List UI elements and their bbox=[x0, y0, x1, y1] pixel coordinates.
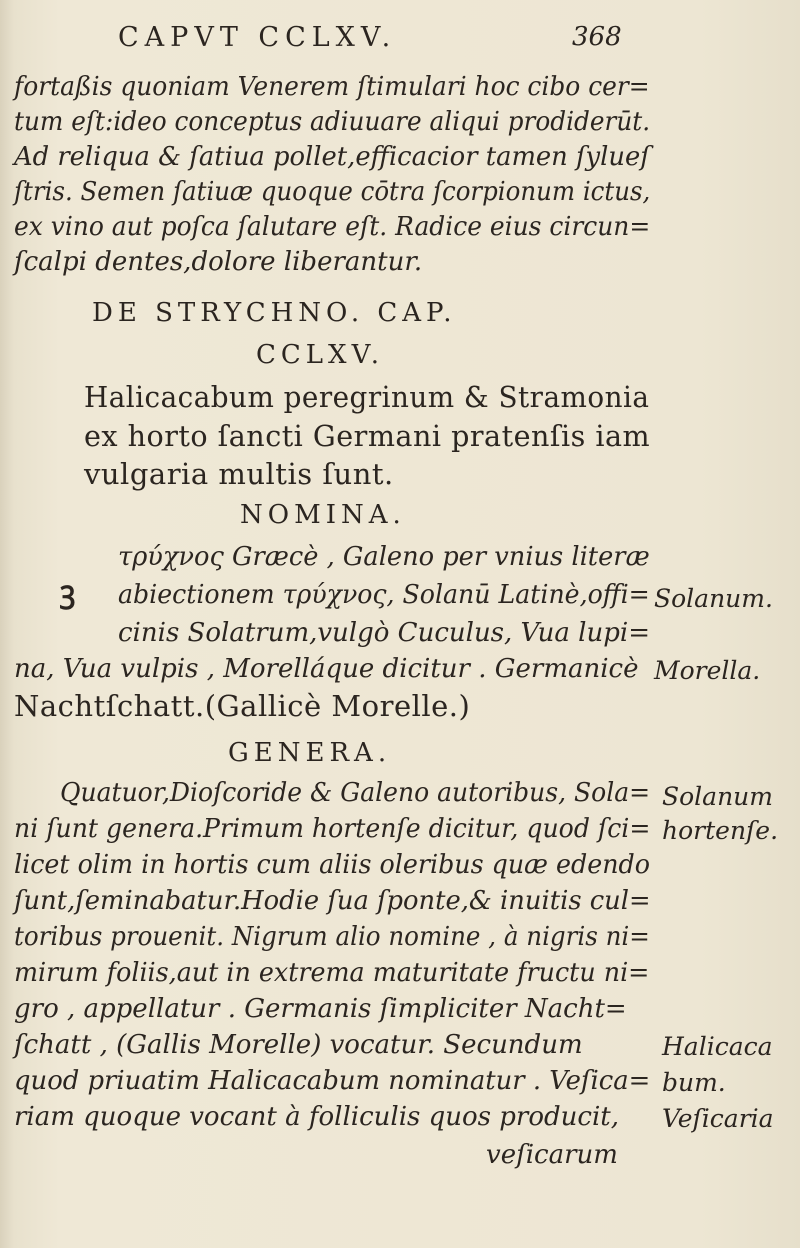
margin-note: Morella. bbox=[654, 656, 761, 685]
margin-note: hortenſe. bbox=[662, 816, 779, 845]
section-heading-genera: GENERA. bbox=[228, 738, 392, 768]
text-line: ni ſunt genera.Primum hortenſe dicitur, quod ſci= bbox=[14, 814, 651, 844]
intro-line: ex horto ſancti Germani pratenſis iam bbox=[84, 419, 651, 453]
text-line: quod priuatim Halicacabum nominatur . Veſica= bbox=[14, 1066, 651, 1096]
text-line: mirum foliis,aut in extrema maturitate fructu ni= bbox=[14, 958, 650, 988]
intro-line: Halicacabum peregrinum & Stramonia bbox=[84, 380, 650, 414]
text-line: abiectionem τρύχνος, Solanū Latinè,offi= bbox=[118, 580, 650, 610]
text-line: Nachtſchatt.(Gallicè Morelle.) bbox=[14, 689, 471, 723]
page-number: 368 bbox=[572, 22, 622, 52]
text-line: Ad reliqua & ſatiua pollet,efficacior tamen ſylueſ bbox=[14, 142, 650, 172]
text-line: riam quoque vocant à folliculis quos producit, bbox=[14, 1102, 619, 1132]
text-line: toribus prouenit. Nigrum alio nomine , à nigris ni= bbox=[14, 922, 650, 952]
text-line: gro , appellatur . Germanis ſimpliciter Nacht= bbox=[14, 994, 627, 1024]
text-line: ſtris. Semen ſatiuæ quoque cōtra ſcorpionum ictus, bbox=[14, 177, 651, 207]
text-line: fortaßis quoniam Venerem ſtimulari hoc cibo cer= bbox=[14, 72, 650, 102]
running-header: CAPVT CCLXV. bbox=[118, 22, 397, 53]
text-line: tum eſt:ideo conceptus adiuuare aliqui prodiderūt. bbox=[14, 107, 651, 137]
text-line: ſcalpi dentes,dolore liberantur. bbox=[14, 247, 423, 277]
text-line: ex vino aut poſca ſalutare eſt. Radice eius circun= bbox=[14, 212, 651, 242]
chapter-heading: DE STRYCHNO. CAP. bbox=[92, 298, 457, 328]
section-heading-nomina: NOMINA. bbox=[240, 500, 406, 530]
text-line: ſunt,ſeminabatur.Hodie ſua ſponte,& inuitis cul= bbox=[14, 886, 651, 916]
chapter-number: CCLXV. bbox=[256, 340, 385, 370]
margin-note: Solanum bbox=[662, 782, 773, 811]
intro-line: vulgaria multis ſunt. bbox=[84, 457, 394, 491]
printer-mark: ꝫ bbox=[60, 575, 76, 610]
text-line: cinis Solatrum,vulgò Cuculus, Vua lupi= bbox=[118, 618, 650, 648]
margin-note: bum. bbox=[662, 1068, 726, 1097]
catchword: veſicarum bbox=[486, 1140, 618, 1170]
text-line: licet olim in hortis cum aliis oleribus quæ edendo bbox=[14, 850, 650, 880]
margin-note: Halicaca bbox=[662, 1032, 773, 1061]
text-line: ſchatt , (Gallis Morelle) vocatur. Secundum bbox=[14, 1030, 583, 1060]
margin-note: Veſicaria bbox=[662, 1104, 774, 1133]
text-line: Quatuor,Dioſcoride & Galeno autoribus, Sola= bbox=[60, 778, 651, 808]
text-line: τρύχνος Græcè , Galeno per vnius literæ bbox=[118, 542, 650, 572]
text-line: na, Vua vulpis , Morelláque dicitur . Germanicè bbox=[14, 654, 639, 684]
margin-note: Solanum. bbox=[654, 584, 773, 613]
